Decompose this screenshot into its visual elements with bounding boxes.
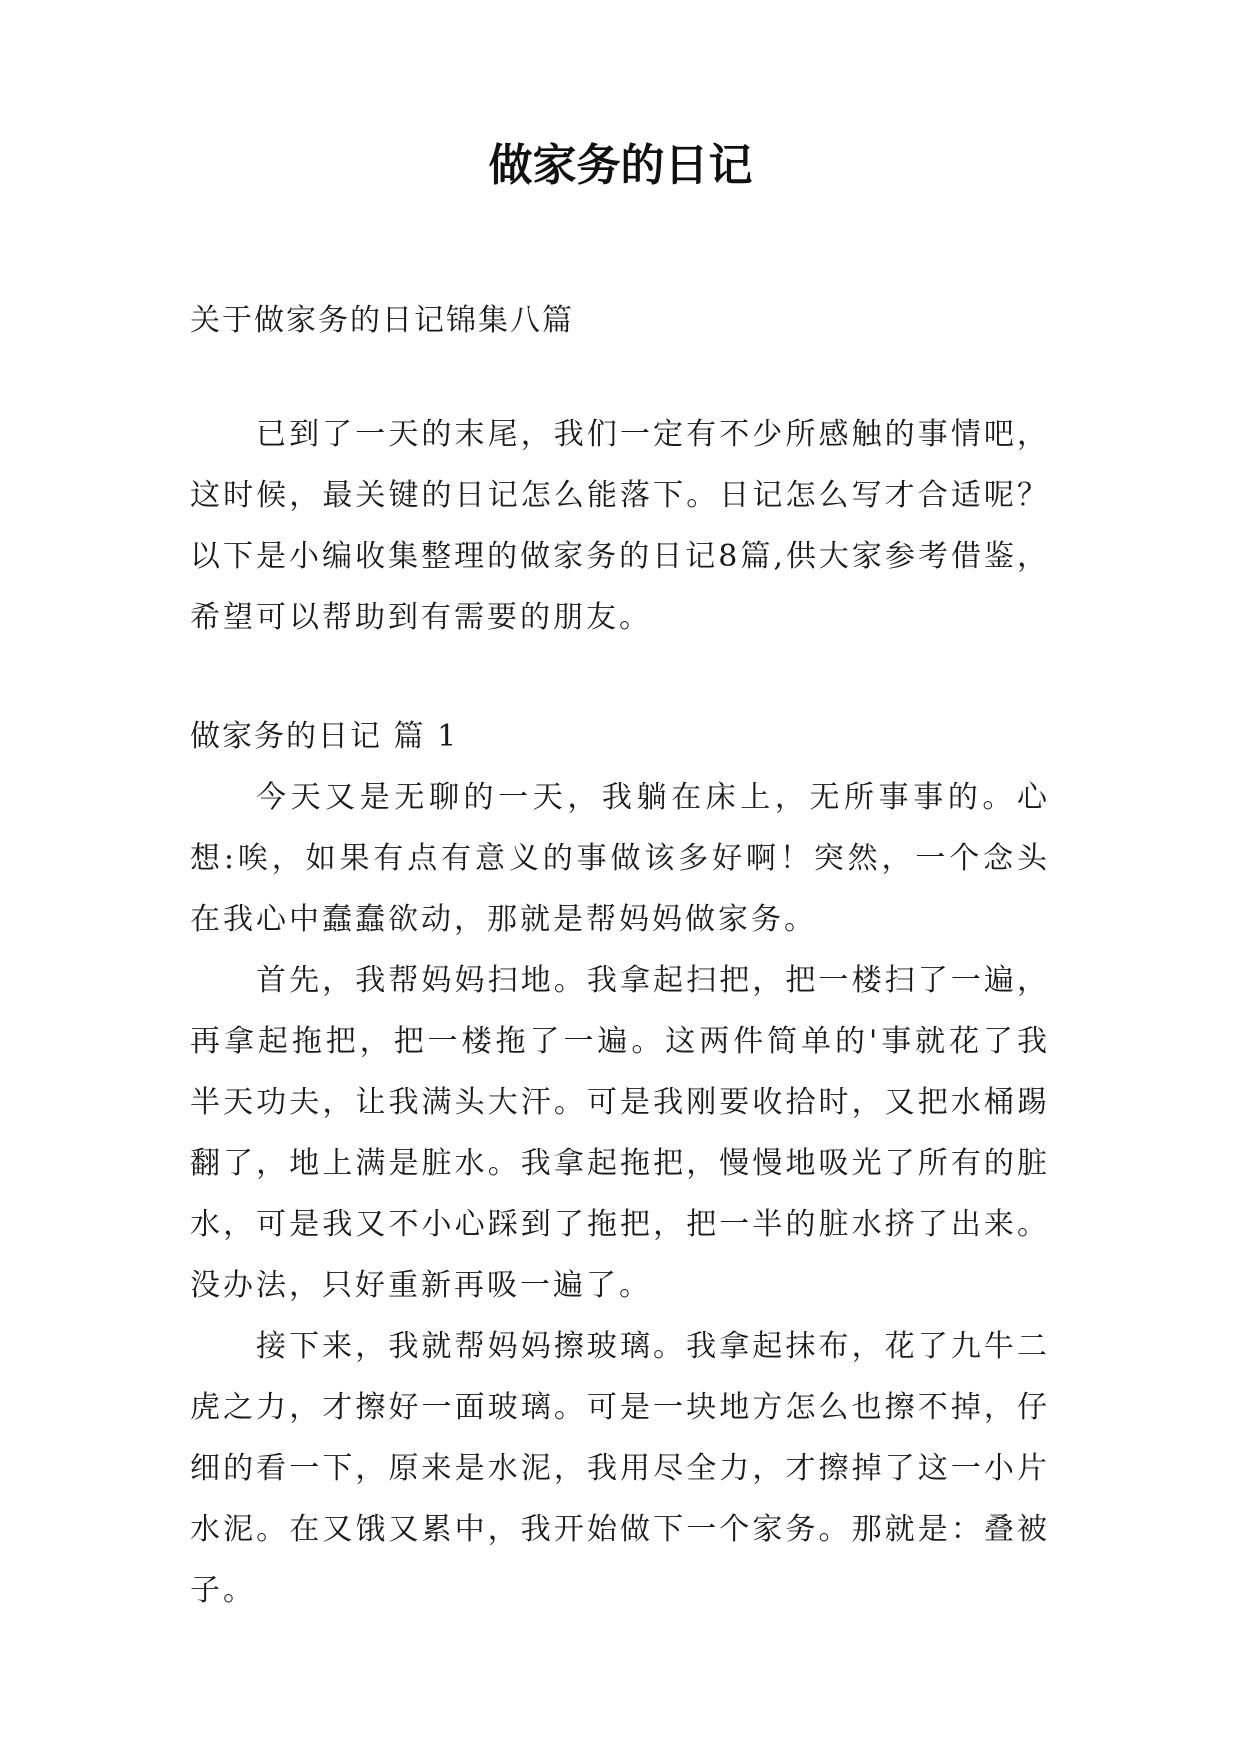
document-title: 做家务的日记 <box>488 140 753 191</box>
body-paragraph-2: 首先，我帮妈妈扫地。我拿起扫把，把一楼扫了一遍，再拿起拖把，把一楼拖了一遍。这两件简单的'事就花了我半天功夫，让我满头大汗。可是我刚要收拾时，又把水桶踢翻了，地上满是脏水。我拿起拖把，慢慢地吸光了所有的脏水，可是我又不小心踩到了拖把，把一半的脏水挤了出来。没办法，只好重新再吸一遍了。 <box>190 963 1050 1303</box>
section-heading: 做家务的日记 篇 1 <box>190 719 459 754</box>
body-paragraph-3: 接下来，我就帮妈妈擦玻璃。我拿起抹布，花了九牛二虎之力，才擦好一面玻璃。可是一块地方怎么也擦不掉，仔细的看一下，原来是水泥，我用尽全力，才擦掉了这一小片水泥。在又饿又累中，我开始做下一个家务。那就是：叠被子。 <box>190 1329 1050 1608</box>
body-paragraph-1: 今天又是无聊的一天，我躺在床上，无所事事的。心想:唉，如果有点有意义的事做该多好啊！突然，一个念头在我心中蠢蠢欲动，那就是帮妈妈做家务。 <box>190 780 1050 937</box>
intro-paragraph: 已到了一天的末尾，我们一定有不少所感触的事情吧，这时候，最关键的日记怎么能落下。日记怎么写才合适呢？以下是小编收集整理的做家务的日记8篇,供大家参考借鉴，希望可以帮助到有需要的朋友。 <box>190 417 1050 635</box>
document-body <box>190 290 1050 1621</box>
document-subtitle: 关于做家务的日记锦集八篇 <box>190 303 574 338</box>
